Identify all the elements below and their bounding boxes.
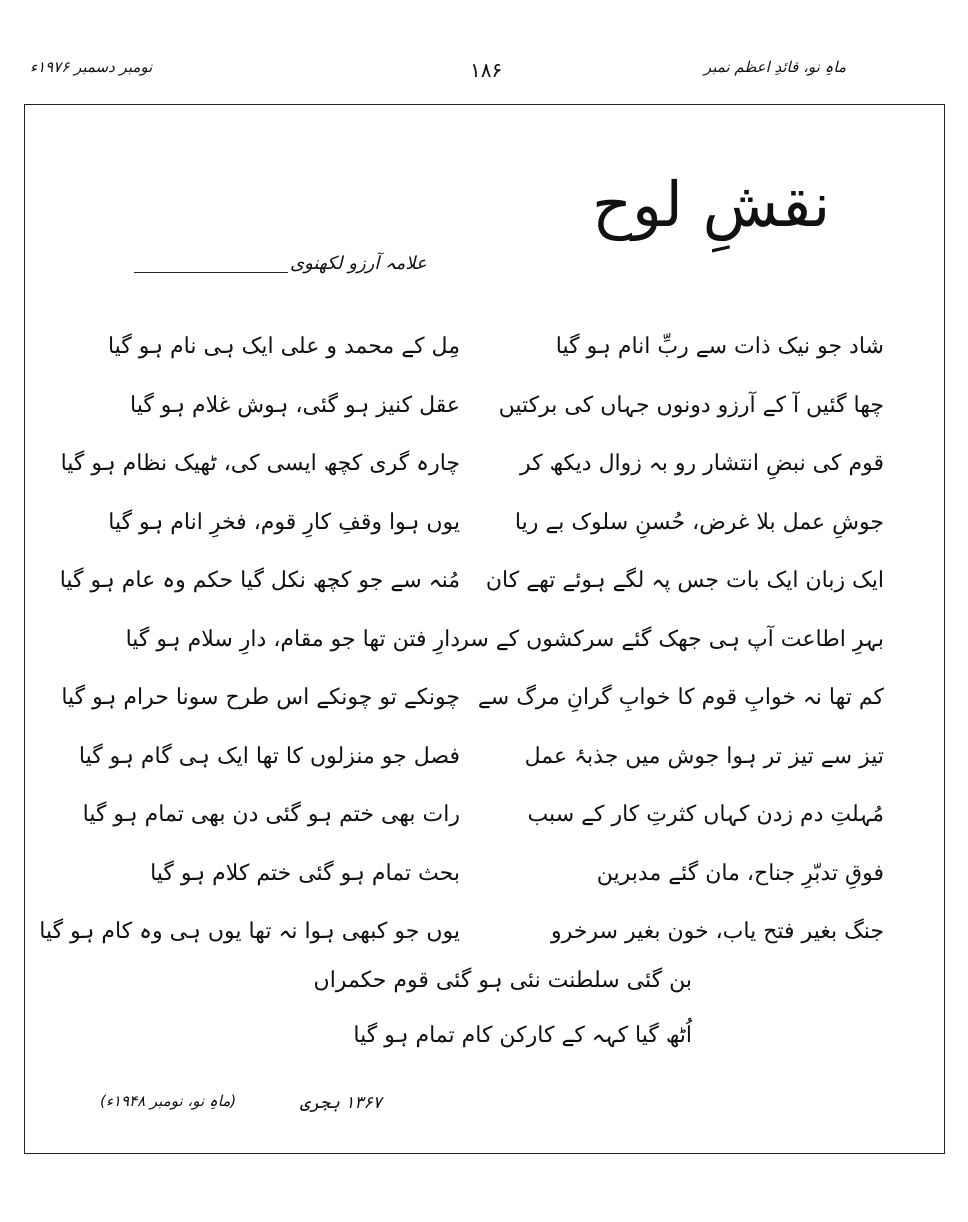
verse-column-first-lines bbox=[458, 318, 884, 962]
header-issue-date: نومبر دسمبر ۱۹۷۶ء bbox=[30, 58, 153, 76]
verse-line: چارہ گری کچھ ایسی کی، ٹھیک نظام ہو گیا bbox=[60, 451, 460, 476]
verse-line: ایک زبان ایک بات جس پہ لگے ہوئے تھے کان bbox=[485, 568, 884, 593]
verse-line: تیز سے تیز تر ہوا جوش میں جذبۂ عمل bbox=[524, 743, 884, 769]
verse-line: یوں ہوا وقفِ کارِ قوم، فخرِ انام ہو گیا bbox=[108, 509, 460, 535]
poem-title: نقشِ لوح bbox=[592, 168, 831, 241]
verse-line: جوشِ عمل بلا غرض، حُسنِ سلوک بے ریا bbox=[514, 509, 884, 535]
verse-line: یوں جو کبھی ہوا نہ تھا یوں ہی وہ کام ہو گیا bbox=[39, 919, 460, 944]
header-magazine-title: ماہِ نو، قائدِ اعظم نمبر bbox=[703, 58, 846, 76]
author-rule bbox=[134, 272, 288, 273]
verse-column-second-lines bbox=[39, 318, 460, 962]
verse-line: عقل کنیز ہو گئی، ہوش غلام ہو گیا bbox=[130, 392, 460, 418]
closing-verse-line: اُٹھ گیا کہہ کے کارکن کام تمام ہو گیا bbox=[353, 1023, 692, 1048]
verse-line: چھا گئیں آ کے آرزو دونوں جہاں کی برکتیں bbox=[498, 392, 884, 418]
verse-line: کم تھا نہ خوابِ قوم کا خوابِ گرانِ مرگ سے bbox=[477, 685, 884, 710]
verse-line: رات بھی ختم ہو گئی دن بھی تمام ہو گیا bbox=[82, 802, 460, 827]
verse-line: دارِ فتن تھا جو مقام، دارِ سلام ہو گیا bbox=[125, 626, 460, 652]
verse-line: بحث تمام ہو گئی ختم کلام ہو گیا bbox=[150, 860, 460, 886]
verse-line: جنگ بغیر فتح یاب، خون بغیر سرخرو bbox=[551, 919, 884, 944]
source-citation: (ماہِ نو، نومبر ۱۹۴۸ء) bbox=[100, 1092, 237, 1110]
verse-line: مُنہ سے جو کچھ نکل گیا حکم وہ عام ہو گیا bbox=[59, 568, 460, 593]
poem-author: علامہ آرزو لکھنوی bbox=[290, 253, 427, 274]
verse-line: مِل کے محمد و علی ایک ہی نام ہو گیا bbox=[107, 334, 460, 359]
verse-line: چونکے تو چونکے اس طرح سونا حرام ہو گیا bbox=[61, 685, 460, 710]
verse-line: فوقِ تدبّرِ جناح، مان گئے مدبرین bbox=[596, 860, 884, 886]
verse-line: مُہلتِ دم زدن کہاں کثرتِ کار کے سبب bbox=[527, 802, 884, 827]
hijri-date: ۱۳۶۷ ہجری bbox=[300, 1093, 382, 1113]
closing-verse-line: بن گئی سلطنت نئی ہو گئی قوم حکمراں bbox=[313, 968, 692, 993]
verse-line: قوم کی نبضِ انتشار رو بہ زوال دیکھ کر bbox=[520, 451, 884, 476]
verse-line: بہرِ اطاعت آپ ہی جھک گئے سرکشوں کے سر bbox=[458, 626, 884, 652]
verse-line: فصل جو منزلوں کا تھا ایک ہی گام ہو گیا bbox=[78, 743, 460, 769]
verse-line: شاد جو نیک ذات سے ربِّ انام ہو گیا bbox=[555, 334, 884, 359]
page-number: ۱۸۶ bbox=[470, 58, 503, 82]
